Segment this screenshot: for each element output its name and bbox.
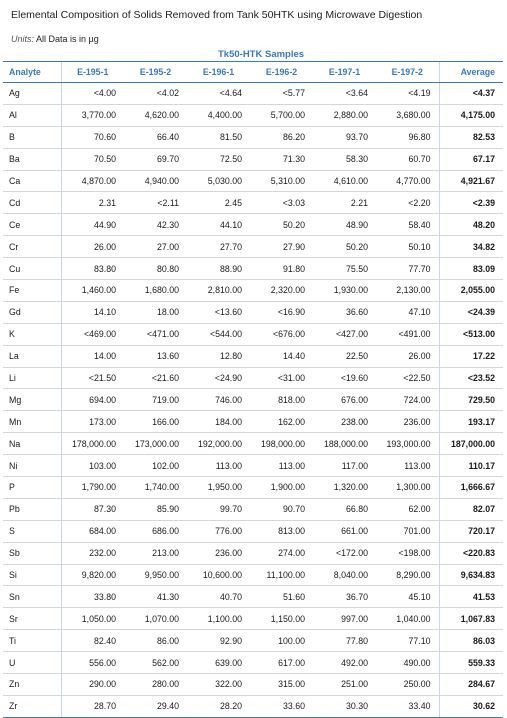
column-header-sample: E-197-1 xyxy=(313,62,376,83)
sample-value-cell: 184.00 xyxy=(187,411,250,433)
sample-value-cell: 251.00 xyxy=(313,674,376,696)
sample-value-cell: 238.00 xyxy=(313,411,376,433)
sample-value-cell: 492.00 xyxy=(313,652,376,674)
sample-value-cell: <3.64 xyxy=(313,83,376,105)
sample-value-cell: 192,000.00 xyxy=(187,433,250,455)
column-header-analyte: Analyte xyxy=(3,62,61,83)
sample-value-cell: 26.00 xyxy=(376,345,439,367)
sample-value-cell: 92.90 xyxy=(187,630,250,652)
sample-value-cell: <13.60 xyxy=(187,301,250,323)
sample-value-cell: 1,050.00 xyxy=(61,608,124,630)
sample-value-cell: 27.90 xyxy=(250,236,313,258)
table-row xyxy=(3,630,503,652)
sample-value-cell: 4,770.00 xyxy=(376,170,439,192)
sample-value-cell: 178,000.00 xyxy=(61,433,124,455)
sample-value-cell: <172.00 xyxy=(313,542,376,564)
analyte-cell: Fe xyxy=(3,280,61,302)
sample-value-cell: 13.60 xyxy=(124,345,187,367)
analyte-cell: Mn xyxy=(3,411,61,433)
analyte-cell: Ni xyxy=(3,455,61,477)
sample-value-cell: 1,100.00 xyxy=(187,608,250,630)
sample-value-cell: 77.70 xyxy=(376,258,439,280)
table-row xyxy=(3,345,503,367)
sample-value-cell: 93.70 xyxy=(313,126,376,148)
sample-value-cell: 18.00 xyxy=(124,301,187,323)
sample-value-cell: <21.60 xyxy=(124,367,187,389)
analyte-cell: Cd xyxy=(3,192,61,214)
sample-value-cell: 77.10 xyxy=(376,630,439,652)
sample-value-cell: 26.00 xyxy=(61,236,124,258)
sample-value-cell: 113.00 xyxy=(250,455,313,477)
analyte-cell: Ti xyxy=(3,630,61,652)
analyte-cell: Mg xyxy=(3,389,61,411)
sample-value-cell: 50.10 xyxy=(376,236,439,258)
average-cell: <23.52 xyxy=(439,367,503,389)
sample-value-cell: 162.00 xyxy=(250,411,313,433)
sample-value-cell: 676.00 xyxy=(313,389,376,411)
sample-value-cell: 75.50 xyxy=(313,258,376,280)
sample-value-cell: 4,610.00 xyxy=(313,170,376,192)
analyte-cell: Sn xyxy=(3,586,61,608)
sample-value-cell: 2,130.00 xyxy=(376,280,439,302)
sample-value-cell: 27.70 xyxy=(187,236,250,258)
sample-value-cell: 99.70 xyxy=(187,498,250,520)
sample-value-cell: 69.70 xyxy=(124,148,187,170)
sample-value-cell: 639.00 xyxy=(187,652,250,674)
sample-value-cell: 44.10 xyxy=(187,214,250,236)
analyte-cell: Al xyxy=(3,104,61,126)
sample-value-cell: 5,700.00 xyxy=(250,104,313,126)
average-cell: 729.50 xyxy=(439,389,503,411)
sample-value-cell: 236.00 xyxy=(376,411,439,433)
table-row xyxy=(3,455,503,477)
sample-value-cell: <676.00 xyxy=(250,323,313,345)
sample-value-cell: <3.03 xyxy=(250,192,313,214)
sample-value-cell: 1,790.00 xyxy=(61,477,124,499)
sample-value-cell: 87.30 xyxy=(61,498,124,520)
sample-value-cell: 103.00 xyxy=(61,455,124,477)
sample-value-cell: 83.80 xyxy=(61,258,124,280)
average-cell: 34.82 xyxy=(439,236,503,258)
average-cell: 67.17 xyxy=(439,148,503,170)
average-cell: 48.20 xyxy=(439,214,503,236)
table-row xyxy=(3,192,503,214)
sample-value-cell: 51.60 xyxy=(250,586,313,608)
table-row xyxy=(3,433,503,455)
sample-value-cell: 58.40 xyxy=(376,214,439,236)
sample-value-cell: <544.00 xyxy=(187,323,250,345)
sample-value-cell: <19.60 xyxy=(313,367,376,389)
table-row xyxy=(3,323,503,345)
sample-value-cell: 45.10 xyxy=(376,586,439,608)
sample-value-cell: 193,000.00 xyxy=(376,433,439,455)
sample-value-cell: 617.00 xyxy=(250,652,313,674)
table-header-row xyxy=(3,62,503,83)
average-cell: 720.17 xyxy=(439,520,503,542)
sample-value-cell: 1,300.00 xyxy=(376,477,439,499)
average-cell: 1,067.83 xyxy=(439,608,503,630)
sample-value-cell: 117.00 xyxy=(313,455,376,477)
units-note xyxy=(11,34,99,44)
analyte-cell: Ce xyxy=(3,214,61,236)
sample-value-cell: 2.31 xyxy=(61,192,124,214)
sample-value-cell: 173.00 xyxy=(61,411,124,433)
sample-value-cell: 70.50 xyxy=(61,148,124,170)
sample-value-cell: 274.00 xyxy=(250,542,313,564)
sample-value-cell: 2.21 xyxy=(313,192,376,214)
sample-value-cell: 2,810.00 xyxy=(187,280,250,302)
sample-value-cell: 36.70 xyxy=(313,586,376,608)
sample-value-cell: 14.40 xyxy=(250,345,313,367)
average-cell: 284.67 xyxy=(439,674,503,696)
sample-value-cell: 113.00 xyxy=(376,455,439,477)
table-row xyxy=(3,498,503,520)
sample-value-cell: 1,040.00 xyxy=(376,608,439,630)
sample-value-cell: 173,000.00 xyxy=(124,433,187,455)
sample-value-cell: 33.60 xyxy=(250,695,313,717)
table-row xyxy=(3,258,503,280)
sample-value-cell: 2,320.00 xyxy=(250,280,313,302)
sample-value-cell: 96.80 xyxy=(376,126,439,148)
units-label: Units: xyxy=(11,34,35,44)
sample-value-cell: <21.50 xyxy=(61,367,124,389)
sample-value-cell: 33.80 xyxy=(61,586,124,608)
sample-value-cell: <4.00 xyxy=(61,83,124,105)
sample-value-cell: 166.00 xyxy=(124,411,187,433)
analyte-cell: Zr xyxy=(3,695,61,717)
analyte-cell: La xyxy=(3,345,61,367)
analyte-cell: Ca xyxy=(3,170,61,192)
sample-value-cell: 2.45 xyxy=(187,192,250,214)
average-cell: 2,055.00 xyxy=(439,280,503,302)
sample-value-cell: 50.20 xyxy=(313,236,376,258)
sample-value-cell: <471.00 xyxy=(124,323,187,345)
sample-value-cell: 1,680.00 xyxy=(124,280,187,302)
sample-value-cell: 322.00 xyxy=(187,674,250,696)
table-row xyxy=(3,126,503,148)
sample-value-cell: 4,620.00 xyxy=(124,104,187,126)
sample-value-cell: 4,940.00 xyxy=(124,170,187,192)
analyte-cell: Ag xyxy=(3,83,61,105)
sample-value-cell: 82.40 xyxy=(61,630,124,652)
average-cell: 17.22 xyxy=(439,345,503,367)
composition-table xyxy=(3,61,503,718)
sample-value-cell: <4.02 xyxy=(124,83,187,105)
sample-value-cell: 86.00 xyxy=(124,630,187,652)
analyte-cell: U xyxy=(3,652,61,674)
sample-value-cell: 290.00 xyxy=(61,674,124,696)
sample-value-cell: 27.00 xyxy=(124,236,187,258)
sample-value-cell: 88.90 xyxy=(187,258,250,280)
sample-group-label: Tk50-HTK Samples xyxy=(218,49,305,60)
sample-value-cell: 102.00 xyxy=(124,455,187,477)
sample-value-cell: 776.00 xyxy=(187,520,250,542)
table-row xyxy=(3,652,503,674)
sample-value-cell: 86.20 xyxy=(250,126,313,148)
sample-value-cell: 3,680.00 xyxy=(376,104,439,126)
sample-value-cell: 188,000.00 xyxy=(313,433,376,455)
sample-value-cell: 22.50 xyxy=(313,345,376,367)
analyte-cell: Sr xyxy=(3,608,61,630)
analyte-cell: Si xyxy=(3,564,61,586)
table-row xyxy=(3,586,503,608)
sample-value-cell: 4,400.00 xyxy=(187,104,250,126)
sample-value-cell: <427.00 xyxy=(313,323,376,345)
sample-value-cell: 10,600.00 xyxy=(187,564,250,586)
table-row xyxy=(3,695,503,717)
sample-value-cell: 701.00 xyxy=(376,520,439,542)
sample-value-cell: 8,040.00 xyxy=(313,564,376,586)
analyte-cell: Pb xyxy=(3,498,61,520)
analyte-cell: Gd xyxy=(3,301,61,323)
sample-value-cell: 1,320.00 xyxy=(313,477,376,499)
analyte-cell: P xyxy=(3,477,61,499)
sample-value-cell: 684.00 xyxy=(61,520,124,542)
sample-value-cell: 44.90 xyxy=(61,214,124,236)
analyte-cell: Na xyxy=(3,433,61,455)
analyte-cell: K xyxy=(3,323,61,345)
sample-value-cell: 40.70 xyxy=(187,586,250,608)
sample-value-cell: 1,930.00 xyxy=(313,280,376,302)
analyte-cell: Ba xyxy=(3,148,61,170)
sample-value-cell: <198.00 xyxy=(376,542,439,564)
sample-value-cell: 80.80 xyxy=(124,258,187,280)
analyte-cell: B xyxy=(3,126,61,148)
average-cell: 1,666.67 xyxy=(439,477,503,499)
sample-value-cell: 5,030.00 xyxy=(187,170,250,192)
table-row xyxy=(3,148,503,170)
sample-value-cell: 1,900.00 xyxy=(250,477,313,499)
sample-value-cell: 72.50 xyxy=(187,148,250,170)
sample-value-cell: 813.00 xyxy=(250,520,313,542)
average-cell: 82.53 xyxy=(439,126,503,148)
analyte-cell: S xyxy=(3,520,61,542)
average-cell: <24.39 xyxy=(439,301,503,323)
sample-value-cell: 50.20 xyxy=(250,214,313,236)
sample-value-cell: 250.00 xyxy=(376,674,439,696)
sample-value-cell: <5.77 xyxy=(250,83,313,105)
average-cell: 83.09 xyxy=(439,258,503,280)
sample-value-cell: 11,100.00 xyxy=(250,564,313,586)
sample-value-cell: 686.00 xyxy=(124,520,187,542)
table-row xyxy=(3,83,503,105)
sample-value-cell: 562.00 xyxy=(124,652,187,674)
table-row xyxy=(3,280,503,302)
sample-value-cell: 997.00 xyxy=(313,608,376,630)
sample-value-cell: <2.11 xyxy=(124,192,187,214)
sample-value-cell: 724.00 xyxy=(376,389,439,411)
table-row xyxy=(3,104,503,126)
sample-value-cell: 280.00 xyxy=(124,674,187,696)
column-header-average: Average xyxy=(439,62,503,83)
sample-value-cell: 90.70 xyxy=(250,498,313,520)
table-row xyxy=(3,236,503,258)
analyte-cell: Zn xyxy=(3,674,61,696)
table-row xyxy=(3,520,503,542)
sample-value-cell: 58.30 xyxy=(313,148,376,170)
sample-value-cell: 1,070.00 xyxy=(124,608,187,630)
sample-value-cell: 113.00 xyxy=(187,455,250,477)
average-cell: 41.53 xyxy=(439,586,503,608)
sample-value-cell: 30.30 xyxy=(313,695,376,717)
sample-value-cell: 29.40 xyxy=(124,695,187,717)
sample-value-cell: 66.80 xyxy=(313,498,376,520)
column-header-sample: E-195-1 xyxy=(61,62,124,83)
sample-value-cell: 77.80 xyxy=(313,630,376,652)
sample-value-cell: 3,770.00 xyxy=(61,104,124,126)
sample-value-cell: 694.00 xyxy=(61,389,124,411)
sample-value-cell: 2,880.00 xyxy=(313,104,376,126)
sample-value-cell: 236.00 xyxy=(187,542,250,564)
sample-value-cell: 213.00 xyxy=(124,542,187,564)
table-row xyxy=(3,542,503,564)
table-row xyxy=(3,564,503,586)
table-row xyxy=(3,674,503,696)
document-title: Elemental Composition of Solids Removed from Tank 50HTK using Microwave Digestion xyxy=(11,9,423,21)
sample-value-cell: 66.40 xyxy=(124,126,187,148)
sample-value-cell: <4.19 xyxy=(376,83,439,105)
table-row xyxy=(3,367,503,389)
column-header-sample: E-195-2 xyxy=(124,62,187,83)
sample-value-cell: <24.90 xyxy=(187,367,250,389)
sample-value-cell: 746.00 xyxy=(187,389,250,411)
sample-value-cell: 33.40 xyxy=(376,695,439,717)
table-row xyxy=(3,389,503,411)
sample-value-cell: 48.90 xyxy=(313,214,376,236)
column-header-sample: E-197-2 xyxy=(376,62,439,83)
sample-value-cell: <22.50 xyxy=(376,367,439,389)
sample-value-cell: <469.00 xyxy=(61,323,124,345)
average-cell: 110.17 xyxy=(439,455,503,477)
sample-value-cell: 91.80 xyxy=(250,258,313,280)
sample-value-cell: 1,740.00 xyxy=(124,477,187,499)
sample-value-cell: 9,950.00 xyxy=(124,564,187,586)
sample-value-cell: <16.90 xyxy=(250,301,313,323)
average-cell: <513.00 xyxy=(439,323,503,345)
analyte-cell: Sb xyxy=(3,542,61,564)
sample-value-cell: 14.10 xyxy=(61,301,124,323)
sample-value-cell: 1,950.00 xyxy=(187,477,250,499)
sample-value-cell: 490.00 xyxy=(376,652,439,674)
table-row xyxy=(3,608,503,630)
sample-value-cell: <4.64 xyxy=(187,83,250,105)
sample-value-cell: 14.00 xyxy=(61,345,124,367)
table-row xyxy=(3,214,503,236)
sample-value-cell: 28.20 xyxy=(187,695,250,717)
sample-value-cell: 47.10 xyxy=(376,301,439,323)
sample-value-cell: 1,460.00 xyxy=(61,280,124,302)
sample-value-cell: 100.00 xyxy=(250,630,313,652)
sample-value-cell: 60.70 xyxy=(376,148,439,170)
table-row xyxy=(3,477,503,499)
sample-value-cell: <2.20 xyxy=(376,192,439,214)
average-cell: 82.07 xyxy=(439,498,503,520)
sample-value-cell: 556.00 xyxy=(61,652,124,674)
average-cell: 9,634.83 xyxy=(439,564,503,586)
average-cell: 193.17 xyxy=(439,411,503,433)
sample-value-cell: 41.30 xyxy=(124,586,187,608)
sample-value-cell: 5,310.00 xyxy=(250,170,313,192)
sample-value-cell: 9,820.00 xyxy=(61,564,124,586)
average-cell: 30.62 xyxy=(439,695,503,717)
average-cell: 4,921.67 xyxy=(439,170,503,192)
sample-value-cell: 8,290.00 xyxy=(376,564,439,586)
sample-value-cell: 232.00 xyxy=(61,542,124,564)
sample-value-cell: 85.90 xyxy=(124,498,187,520)
sample-value-cell: 81.50 xyxy=(187,126,250,148)
analyte-cell: Li xyxy=(3,367,61,389)
sample-value-cell: 62.00 xyxy=(376,498,439,520)
average-cell: 559.33 xyxy=(439,652,503,674)
average-cell: 86.03 xyxy=(439,630,503,652)
units-value: All Data is in µg xyxy=(36,34,99,44)
sample-value-cell: 661.00 xyxy=(313,520,376,542)
sample-value-cell: 42.30 xyxy=(124,214,187,236)
analyte-cell: Cu xyxy=(3,258,61,280)
sample-value-cell: <491.00 xyxy=(376,323,439,345)
sample-value-cell: 719.00 xyxy=(124,389,187,411)
table-row xyxy=(3,411,503,433)
column-header-sample: E-196-2 xyxy=(250,62,313,83)
sample-value-cell: 70.60 xyxy=(61,126,124,148)
average-cell: <220.83 xyxy=(439,542,503,564)
average-cell: 4,175.00 xyxy=(439,104,503,126)
average-cell: 187,000.00 xyxy=(439,433,503,455)
sample-value-cell: <31.00 xyxy=(250,367,313,389)
sample-value-cell: 36.60 xyxy=(313,301,376,323)
sample-value-cell: 71.30 xyxy=(250,148,313,170)
sample-value-cell: 4,870.00 xyxy=(61,170,124,192)
table-row xyxy=(3,301,503,323)
sample-value-cell: 1,150.00 xyxy=(250,608,313,630)
analyte-cell: Cr xyxy=(3,236,61,258)
sample-value-cell: 198,000.00 xyxy=(250,433,313,455)
sample-value-cell: 315.00 xyxy=(250,674,313,696)
sample-value-cell: 818.00 xyxy=(250,389,313,411)
sample-value-cell: 28.70 xyxy=(61,695,124,717)
average-cell: <4.37 xyxy=(439,83,503,105)
average-cell: <2.39 xyxy=(439,192,503,214)
sample-value-cell: 12.80 xyxy=(187,345,250,367)
table-row xyxy=(3,170,503,192)
column-header-sample: E-196-1 xyxy=(187,62,250,83)
